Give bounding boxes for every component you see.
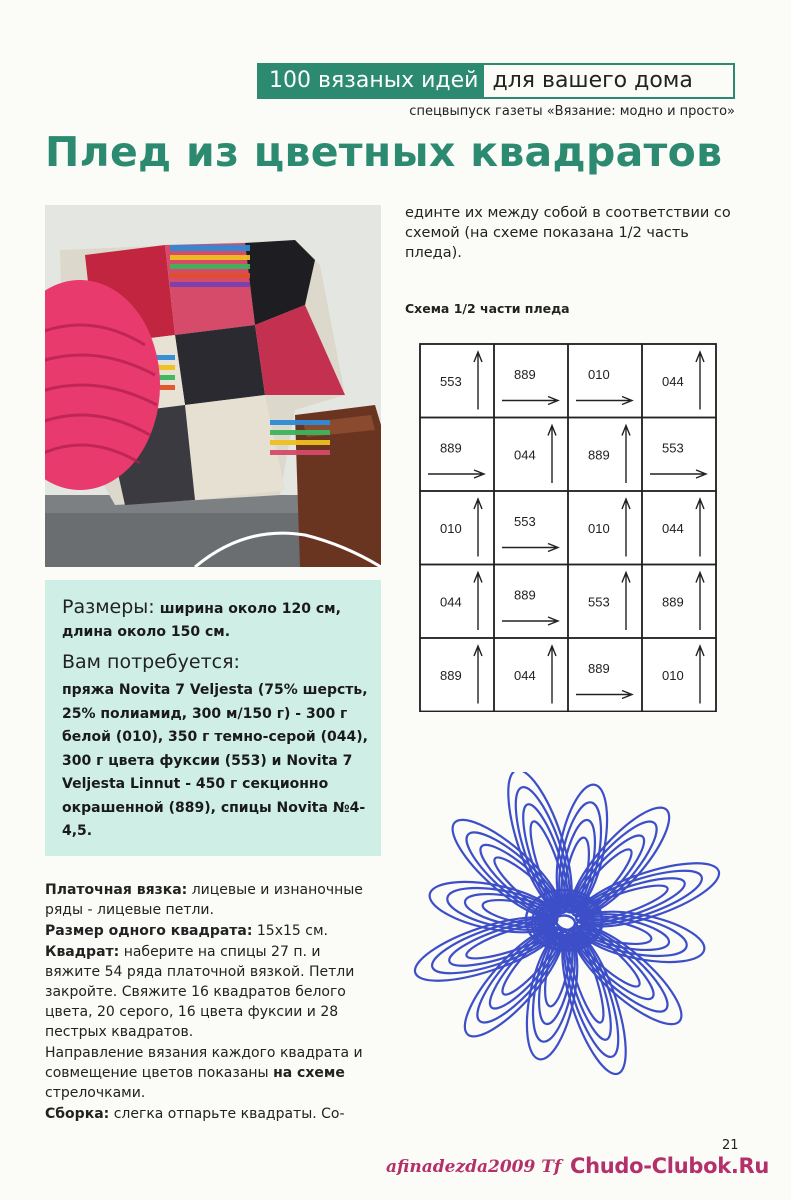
assembly-schema-grid <box>418 342 718 712</box>
materials-box <box>45 580 381 856</box>
grid-cell-code: 044 <box>514 447 536 463</box>
blanket-photo-illustration <box>45 205 381 567</box>
sizes-text: ширина около 120 см, длина около 150 см. <box>62 601 341 640</box>
page-number: 21 <box>722 1138 739 1153</box>
grid-cell-code: 889 <box>588 660 610 676</box>
instructions-text <box>45 880 380 1125</box>
grid-cell-code: 889 <box>440 440 462 456</box>
grid-cell-code: 010 <box>440 520 462 536</box>
grid-cell-code: 553 <box>588 594 610 610</box>
grid-cell-code: 553 <box>662 440 684 456</box>
stitch-text: лицевые и изнаночные ряды - лицевые петли. <box>45 882 363 918</box>
grid-cell-code: 553 <box>440 373 462 389</box>
grid-cell-code: 889 <box>440 667 462 683</box>
assembly-continued-text: единте их между собой в соответствии со схемой (на схеме показана 1/2 часть пледа). <box>405 205 731 261</box>
grid-cell-code: 889 <box>514 366 536 382</box>
direction-bold: на схеме <box>273 1065 345 1081</box>
square-text: наберите на спицы 27 п. и вяжите 54 ряда платочной вязкой. Петли закройте. Свяжите 16 квадратов белого цвета, 20 серого, 16 цвета фуксии и 28 пестрых квадратов. <box>45 944 355 1040</box>
grid-cell-code: 889 <box>588 447 610 463</box>
header-subtitle: спецвыпуск газеты «Вязание: модно и просто» <box>409 104 735 119</box>
stitch-label: Платочная вязка: <box>45 882 188 898</box>
square-size-label: Размер одного квадрата: <box>45 923 253 939</box>
grid-cell-code: 889 <box>514 587 536 603</box>
grid-cell-code: 010 <box>662 667 684 683</box>
page-title: Плед из цветных квадратов <box>45 128 723 176</box>
grid-cell-code: 044 <box>514 667 536 683</box>
direction-text: Направление вязания каждого квадрата и совмещение цветов показаны <box>45 1045 363 1081</box>
materials-label: Вам потребуется: <box>62 651 240 673</box>
watermark-left: afinadezda2009 Tf <box>386 1157 562 1177</box>
series-header <box>257 63 735 99</box>
flower-doodle <box>402 772 732 1082</box>
blanket-photo <box>45 205 381 567</box>
assembly-text: слегка отпарьте квадраты. Со- <box>109 1106 345 1122</box>
watermark-right: Chudo-Clubok.Ru <box>570 1154 770 1178</box>
series-header-right: для вашего дома <box>492 68 693 93</box>
direction-tail: стрелочками. <box>45 1085 146 1101</box>
grid-cell-code: 553 <box>514 513 536 529</box>
grid-cell-code: 010 <box>588 520 610 536</box>
grid-cell-code: 010 <box>588 366 610 382</box>
grid-cell-code: 044 <box>440 594 462 610</box>
grid-cell-code: 044 <box>662 520 684 536</box>
sizes-label: Размеры: <box>62 596 155 618</box>
assembly-label: Сборка: <box>45 1106 110 1122</box>
schema-caption: Схема 1/2 части пледа <box>405 301 570 316</box>
square-size-text: 15x15 см. <box>252 923 328 939</box>
square-label: Квадрат: <box>45 944 120 960</box>
series-header-left: 100 вязаных идей <box>259 65 484 97</box>
grid-cell-code: 044 <box>662 373 684 389</box>
materials-text: пряжа Novita 7 Veljesta (75% шерсть, 25% полиамид, 300 м/150 г) - 300 г белой (010), 350 г темно-серой (044), 300 г цвета фуксии (553) и Novita 7 Veljesta Linnut - 450 г секционно окрашенной (889), спицы Novita №4-4,5. <box>62 682 368 839</box>
grid-cell-code: 889 <box>662 594 684 610</box>
